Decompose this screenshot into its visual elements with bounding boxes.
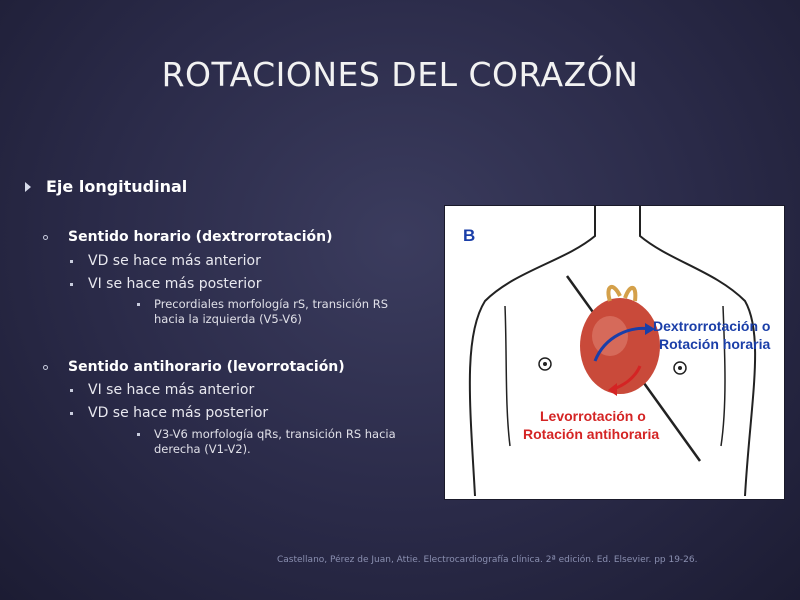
list-item-text: VD se hace más anterior: [88, 253, 261, 269]
section-heading-antihorario: [43, 359, 345, 375]
heart-rotation-figure: [444, 205, 785, 500]
section-heading-horario: [43, 229, 333, 245]
square-bullet-icon: [137, 433, 140, 436]
square-bullet-icon: [70, 260, 73, 263]
section-heading-text: Sentido horario (dextrorrotación): [68, 229, 333, 245]
torso-heart-diagram: [445, 206, 786, 501]
list-item-text: VI se hace más posterior: [88, 276, 262, 292]
sub-item-text: V3-V6 morfología qRs, transición RS hacia derecha (V1-V2).: [154, 427, 396, 456]
sub-item: [137, 297, 422, 327]
list-item: [70, 253, 261, 269]
main-bullet-text: Eje longitudinal: [46, 177, 188, 196]
list-item-text: VI se hace más anterior: [88, 382, 255, 398]
levo-label-line1: Levorrotación o: [540, 408, 646, 424]
list-item: [70, 405, 268, 421]
main-bullet: [25, 177, 187, 196]
dextro-label-line2: Rotación horaria: [659, 336, 771, 352]
list-item: [70, 276, 262, 292]
list-item-text: VD se hace más posterior: [88, 405, 269, 421]
left-arm-line: [505, 306, 510, 446]
nipple-right-inner: [678, 366, 682, 370]
square-bullet-icon: [70, 412, 73, 415]
panel-label: B: [463, 226, 476, 245]
levo-label-line2: Rotación antihoraria: [523, 426, 660, 442]
circle-bullet-icon: [43, 365, 48, 370]
list-item: [70, 382, 254, 398]
torso-outline: [470, 206, 595, 496]
dextro-label-line1: Dextrorrotación o: [653, 318, 771, 334]
square-bullet-icon: [70, 389, 73, 392]
triangle-bullet-icon: [25, 182, 31, 192]
square-bullet-icon: [70, 283, 73, 286]
citation: Castellano, Pérez de Juan, Attie. Electrocardiografía clínica. 2ª edición. Ed. Elsevier. pp 19-26.: [277, 555, 698, 565]
slide-title: ROTACIONES DEL CORAZÓN: [161, 55, 639, 94]
heart-highlight: [592, 316, 628, 356]
square-bullet-icon: [137, 303, 140, 306]
sub-item: [137, 427, 422, 457]
nipple-left-inner: [543, 362, 547, 366]
sub-item-text: Precordiales morfología rS, transición RS hacia la izquierda (V5-V6): [154, 297, 388, 326]
section-heading-text: Sentido antihorario (levorrotación): [68, 359, 345, 375]
circle-bullet-icon: [43, 235, 48, 240]
